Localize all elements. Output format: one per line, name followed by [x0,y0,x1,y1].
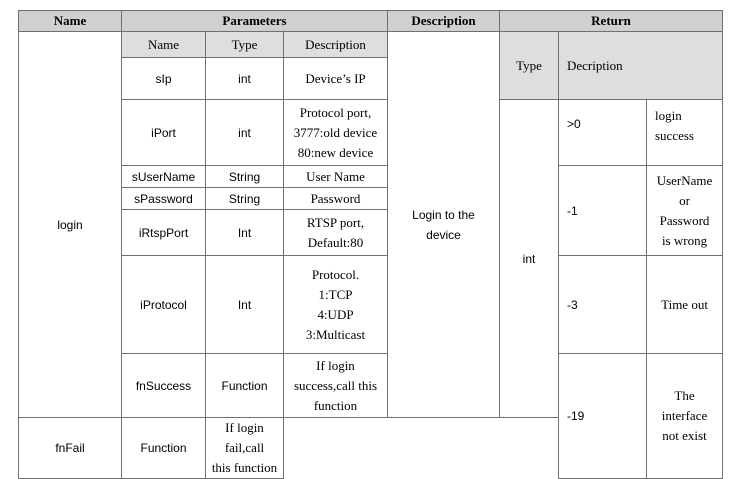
param-description-line: Device’s IP [305,70,366,86]
param-header-name: Name [122,32,206,58]
param-type: Int [206,256,284,354]
param-description-line: 4:UDP [317,306,354,322]
return-code: -19 [559,354,647,479]
return-header-description: Decription [559,32,723,100]
param-description [284,58,388,100]
param-name: sIp [122,58,206,100]
param-row-iprotocol [19,256,723,354]
return-description-line: or [679,192,690,208]
return-header-type: Type [500,32,559,100]
return-description-line: The [674,388,695,403]
param-row-iport [19,100,723,166]
return-description-line: UserName [656,172,713,188]
return-description-line: success [655,128,694,143]
param-description-line: success,call this [293,377,378,393]
return-description-line: login [655,108,682,123]
param-description-line: Protocol port, [299,104,372,120]
param-description [284,188,388,210]
login-api-table [18,10,723,479]
return-code: -1 [559,166,647,256]
param-name: iPort [122,100,206,166]
header-parameters: Parameters [122,11,388,32]
param-description [206,418,284,479]
param-description-line: RTSP port, [306,214,365,230]
param-name: iRtspPort [122,210,206,256]
param-description-line: If login fail,call [224,420,265,455]
param-name: sUserName [122,166,206,188]
param-type: Function [122,418,206,479]
param-description-line: Protocol. [311,266,360,282]
return-description-line: Time out [661,296,708,312]
param-name: sPassword [122,188,206,210]
param-header-type: Type [206,32,284,58]
param-description [284,354,388,418]
param-description-line: User Name [306,168,365,184]
return-description-line: Password [659,212,710,228]
header-return: Return [500,11,723,32]
function-description-cell [388,32,500,418]
param-description-line: this function [211,460,278,475]
param-description [284,166,388,188]
param-description-line: Password [310,190,361,206]
header-name: Name [19,11,122,32]
return-description-line: interface [661,408,708,423]
param-description-line: Default:80 [307,234,364,250]
return-description [647,256,723,354]
return-code: >0 [559,100,647,166]
return-description-line: not exist [662,428,707,443]
param-type: int [206,58,284,100]
param-description-line: 3:Multicast [305,326,366,342]
param-type: int [206,100,284,166]
param-description-line: If login [316,357,355,373]
function-description: Login to the device [412,207,475,242]
return-type-value: int [500,100,559,418]
header-row [19,11,723,32]
param-description [284,210,388,256]
return-code: -3 [559,256,647,354]
param-name: fnSuccess [122,354,206,418]
param-row-susername [19,166,723,188]
param-description [284,256,388,354]
param-type: String [206,166,284,188]
param-description-line: 3777:old device [293,124,378,140]
param-type: Int [206,210,284,256]
return-description [647,354,723,479]
param-description [284,100,388,166]
param-type: String [206,188,284,210]
function-name-cell [19,32,122,418]
param-header-description: Description [284,32,388,58]
param-description-line: function [313,397,358,413]
param-name: fnFail [19,418,122,479]
param-type: Function [206,354,284,418]
return-description-line: is wrong [661,232,708,248]
return-description [647,100,723,166]
header-description: Description [388,11,500,32]
function-name: login [57,217,83,232]
param-description-line: 80:new device [297,144,374,160]
param-description-line: 1:TCP [318,286,353,302]
param-subheader-row [19,32,723,58]
return-description [647,166,723,256]
param-name: iProtocol [122,256,206,354]
